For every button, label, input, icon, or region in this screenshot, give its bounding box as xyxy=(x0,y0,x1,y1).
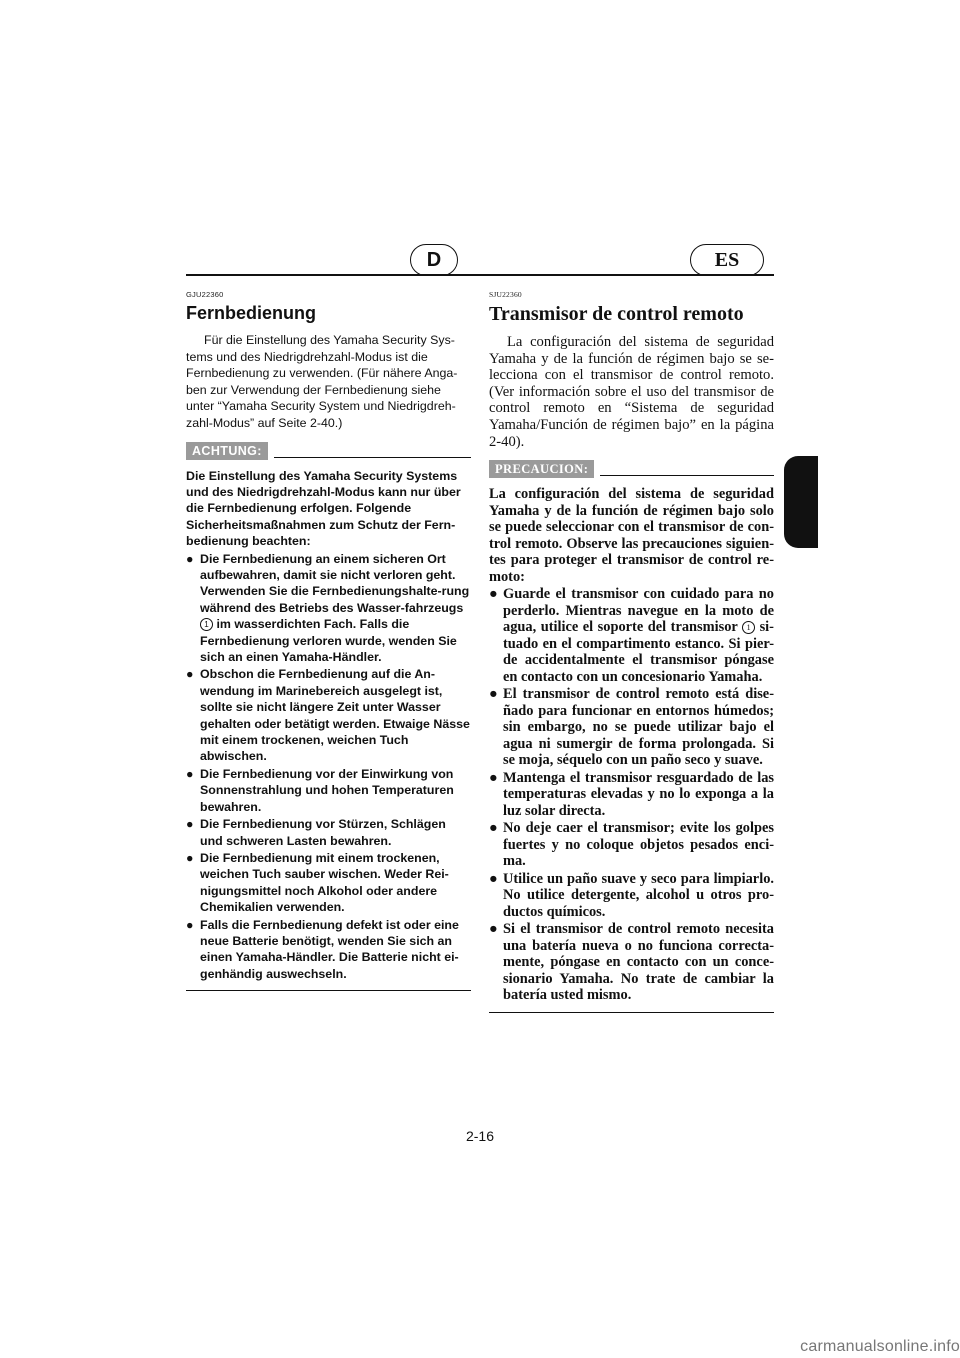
list-item-text: Si el transmisor de control remoto necesita una batería nueva o no funciona correcta-mente, póngase en contacto con un conce-sionario Yamaha. No trate de cambiar la batería usted mismo. xyxy=(503,921,774,1004)
bullet-icon: ● xyxy=(489,686,498,703)
list-item-text: Mantenga el transmisor resguardado de las temperaturas elevadas y no lo exponga a la luz solar directa. xyxy=(503,769,774,819)
section-tab xyxy=(784,456,818,548)
caution-rule xyxy=(274,457,471,458)
bullet-icon: ● xyxy=(489,870,498,887)
language-badge-spanish: ES xyxy=(690,244,764,276)
caution-header xyxy=(489,458,774,478)
list-item xyxy=(186,666,471,764)
bullet-icon: ● xyxy=(489,586,498,603)
list-item-text: El transmisor de control remoto está dise-ñado para funcionar en entornos húmedos; sin embargo, no se puede utilizar bajo el agua ni sumergir de forma prolongada. Si se moja, séquelo con un paño seco y suave. xyxy=(503,686,774,769)
caution-header xyxy=(186,440,471,460)
section-code: SJU22360 xyxy=(489,290,522,299)
list-item-text: Guarde el transmisor con cuidado para no perderlo. Mientras navegue en la moto de agua, utilice el soporte del transmisor xyxy=(503,586,774,636)
list-item-text: Obschon die Fernbedienung auf die An-wendung im Marinebereich ausgelegt ist, sollte sie nicht längere Zeit unter Wasser gehalten oder betätigt werden. Etwaige Nässe mit einem trockenen, weichen Tuch abwischen. xyxy=(200,667,470,764)
list-item xyxy=(186,766,471,815)
list-item xyxy=(489,921,774,1004)
list-item xyxy=(489,820,774,870)
list-item-text: Die Fernbedienung vor der Einwirkung von Sonnenstrahlung und hohen Temperaturen bewahren. xyxy=(200,766,454,814)
list-item xyxy=(186,917,471,983)
bullet-icon: ● xyxy=(489,820,498,837)
section-title: Transmisor de control remoto xyxy=(489,303,744,325)
list-item-text: si-tuado en el compartimento estanco. Si pier-de accidentalmente el transmisor póngase en contacto con un concesionario Yamaha. xyxy=(503,619,774,685)
bullet-icon: ● xyxy=(186,667,194,682)
list-item xyxy=(489,586,774,685)
list-item xyxy=(489,770,774,820)
bullet-icon: ● xyxy=(186,551,194,566)
caution-box xyxy=(489,486,774,1004)
language-badge-german: D xyxy=(410,244,458,276)
caution-lead: La configuración del sistema de seguridad Yamaha y de la función de régimen bajo solo se puede seleccionar con el transmisor de con-trol remoto. Observe las precauciones siguien-tes para proteger el transmisor de control re-moto: xyxy=(489,486,774,585)
caution-box xyxy=(186,468,471,983)
bullet-icon: ● xyxy=(489,769,498,786)
caution-lead: Die Einstellung des Yamaha Security Systems und des Niedrigdrehzahl-Modus kann nur über die Fernbedienung erfolgen. Folgende Sicherheitsmaßnahmen zum Schutz der Fern-bedienung beachten: xyxy=(186,468,461,549)
german-column xyxy=(186,288,471,991)
list-item-text: Die Fernbedienung vor Stürzen, Schlägen und schweren Lasten bewahren. xyxy=(200,817,446,848)
list-item-text: Falls die Fernbedienung defekt ist oder eine neue Batterie benötigt, wenden Sie sich an einen Yamaha-Händler. Die Batterie nicht ei-genhändig auswechseln. xyxy=(200,917,459,981)
caution-list xyxy=(489,586,774,1004)
list-item-text: No deje caer el transmisor; evite los golpes fuertes y no coloque objetos pesados enci-ma. xyxy=(503,820,774,870)
list-item xyxy=(489,686,774,769)
bullet-icon: ● xyxy=(186,766,194,781)
section-code: GJU22360 xyxy=(186,290,224,299)
caution-label: ACHTUNG: xyxy=(186,442,268,460)
bullet-icon: ● xyxy=(186,817,194,832)
intro-paragraph: Für die Einstellung des Yamaha Security Sys-tems und des Niedrigdrehzahl-Modus ist die Fernbedienung zu verwenden. (Für nähere Anga-ben zur Verwendung der Fernbedienung siehe unter “Yamaha Security System und Niedrigdreh-zahl-Modus” auf Seite 2-40.) xyxy=(186,333,458,430)
list-item-text: im wasserdichten Fach. Falls die Fernbedienung verloren wurde, wenden Sie sich an einen Yamaha-Händler. xyxy=(200,617,457,665)
caution-list xyxy=(186,551,471,983)
list-item xyxy=(186,816,471,849)
footer-watermark: carmanualsonline.info xyxy=(800,1338,960,1355)
page-number: 2-16 xyxy=(465,1128,495,1144)
list-item-text: Die Fernbedienung mit einem trockenen, weichen Tuch sauber wischen. Weder Rei-nigungsmittel noch Alkohol oder andere Chemikalien verwenden. xyxy=(200,850,449,915)
bullet-icon: ● xyxy=(489,921,498,938)
reference-number: 1 xyxy=(200,618,213,631)
caution-end-rule xyxy=(186,990,471,991)
caution-rule xyxy=(600,475,774,476)
list-item-text: Utilice un paño suave y seco para limpiarlo. No utilice detergente, alcohol u otros pro-ductos químicos. xyxy=(503,870,774,920)
caution-label: PRECAUCION: xyxy=(489,460,594,478)
list-item xyxy=(186,850,471,916)
bullet-icon: ● xyxy=(186,917,194,932)
page-header xyxy=(186,244,774,278)
list-item xyxy=(489,871,774,921)
bullet-icon: ● xyxy=(186,850,194,865)
section-title: Fernbedienung xyxy=(186,303,316,323)
list-item xyxy=(186,551,471,666)
spanish-column xyxy=(489,288,774,1013)
header-rule xyxy=(186,274,774,276)
list-item-text: Die Fernbedienung an einem sicheren Ort aufbewahren, damit sie nicht verloren geht. Verwenden Sie die Fernbedienungshalte-rung während des Betriebs des Wasser-fahrzeugs xyxy=(200,551,470,615)
caution-end-rule xyxy=(489,1012,774,1013)
intro-paragraph: La configuración del sistema de seguridad Yamaha y de la función de régimen bajo se se-lecciona con el transmisor de control remoto. (Ver información sobre el uso del transmisor de control remoto en “Sistema de seguridad Yamaha/Función de régimen bajo” en la página 2-40). xyxy=(489,334,774,450)
reference-number: 1 xyxy=(742,621,755,634)
